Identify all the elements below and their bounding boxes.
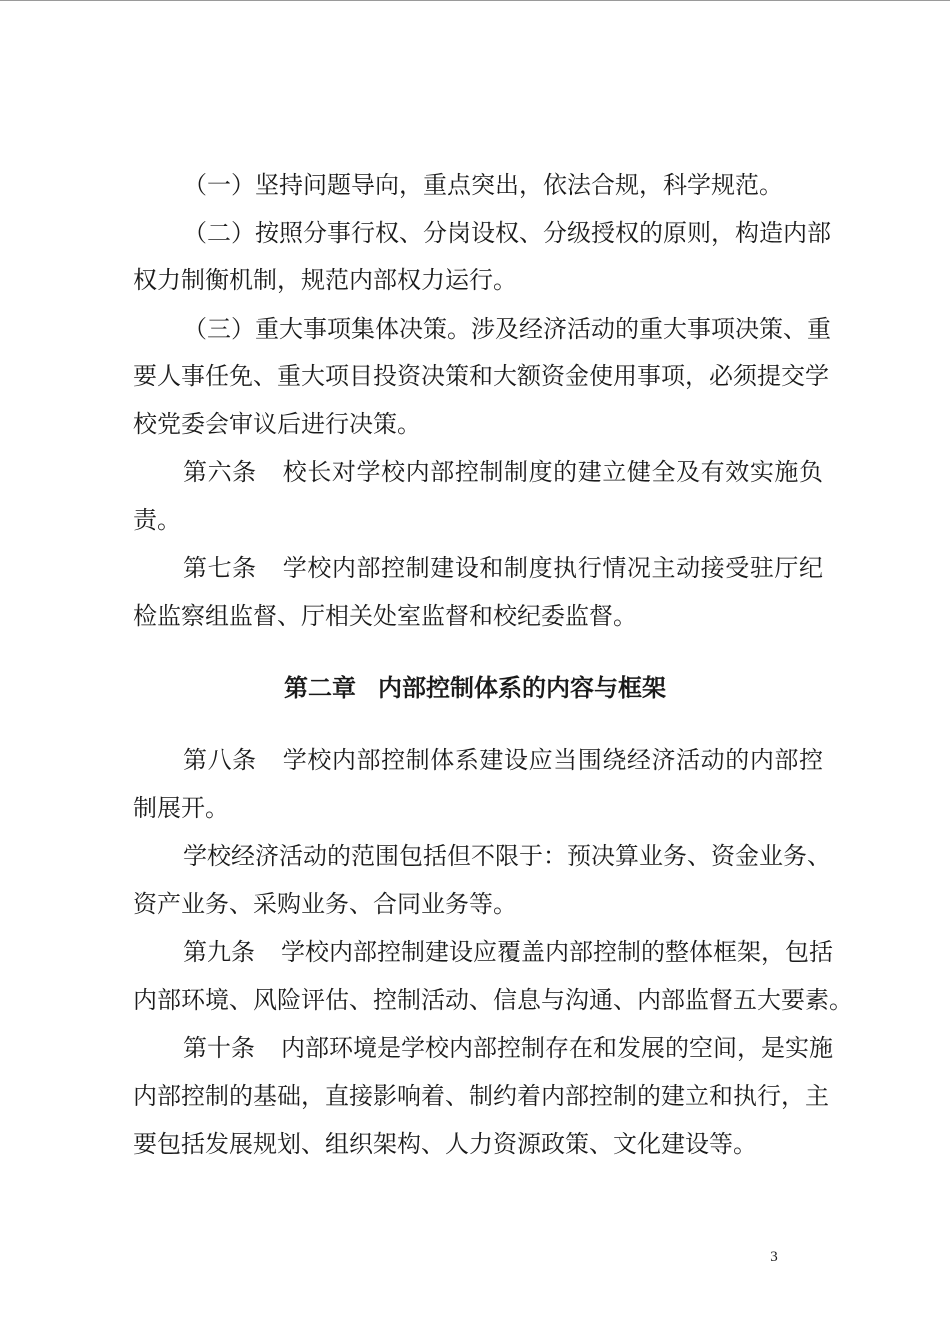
chapter-2-title: 内部控制体系的内容与框架 xyxy=(378,674,666,702)
article-6-line-1 xyxy=(183,456,823,488)
article-7-line-1 xyxy=(183,552,823,584)
paragraph-scope-line-2: 资产业务、采购业务、合同业务等。 xyxy=(133,890,517,918)
article-10-number: 第十条 xyxy=(183,1034,255,1062)
paragraph-principle-3-line-2: 要人事任免、重大项目投资决策和大额资金使用事项，必须提交学 xyxy=(133,362,829,390)
article-8-line-2: 制展开。 xyxy=(133,794,229,822)
article-6-number: 第六条 xyxy=(183,458,257,486)
paragraph-principle-2-line-2: 权力制衡机制，规范内部权力运行。 xyxy=(133,266,517,294)
paragraph-principle-2-line-1: （二）按照分事行权、分岗设权、分级授权的原则，构造内部 xyxy=(183,219,831,247)
article-6-text: 校长对学校内部控制制度的建立健全及有效实施负 xyxy=(282,458,823,486)
paragraph-principle-3-line-1: （三）重大事项集体决策。涉及经济活动的重大事项决策、重 xyxy=(183,315,831,343)
article-10-line-1 xyxy=(183,1032,833,1064)
article-9-number: 第九条 xyxy=(183,938,255,966)
paragraph-principle-3-line-3: 校党委会审议后进行决策。 xyxy=(133,410,421,438)
article-10-text: 内部环境是学校内部控制存在和发展的空间，是实施 xyxy=(281,1034,833,1062)
article-8-text: 学校内部控制体系建设应当围绕经济活动的内部控 xyxy=(282,746,823,774)
article-9-text: 学校内部控制建设应覆盖内部控制的整体框架，包括 xyxy=(281,938,833,966)
paragraph-scope-line-1: 学校经济活动的范围包括但不限于：预决算业务、资金业务、 xyxy=(183,842,831,870)
chapter-2-heading xyxy=(0,672,950,704)
article-8-number: 第八条 xyxy=(183,746,257,774)
article-9-line-1 xyxy=(183,936,833,968)
top-border-rule xyxy=(0,0,950,1)
article-6-line-2: 责。 xyxy=(133,506,181,534)
page-number: 3 xyxy=(770,1249,778,1265)
paragraph-principle-1: （一）坚持问题导向，重点突出，依法合规，科学规范。 xyxy=(183,171,783,199)
chapter-2-number: 第二章 xyxy=(284,674,356,702)
article-7-text: 学校内部控制建设和制度执行情况主动接受驻厅纪 xyxy=(282,554,823,582)
article-9-line-2: 内部环境、风险评估、控制活动、信息与沟通、内部监督五大要素。 xyxy=(133,986,853,1014)
article-10-line-2: 内部控制的基础，直接影响着、制约着内部控制的建立和执行，主 xyxy=(133,1082,829,1110)
article-7-line-2: 检监察组监督、厅相关处室监督和校纪委监督。 xyxy=(133,602,637,630)
article-8-line-1 xyxy=(183,744,823,776)
article-7-number: 第七条 xyxy=(183,554,257,582)
article-10-line-3: 要包括发展规划、组织架构、人力资源政策、文化建设等。 xyxy=(133,1130,757,1158)
